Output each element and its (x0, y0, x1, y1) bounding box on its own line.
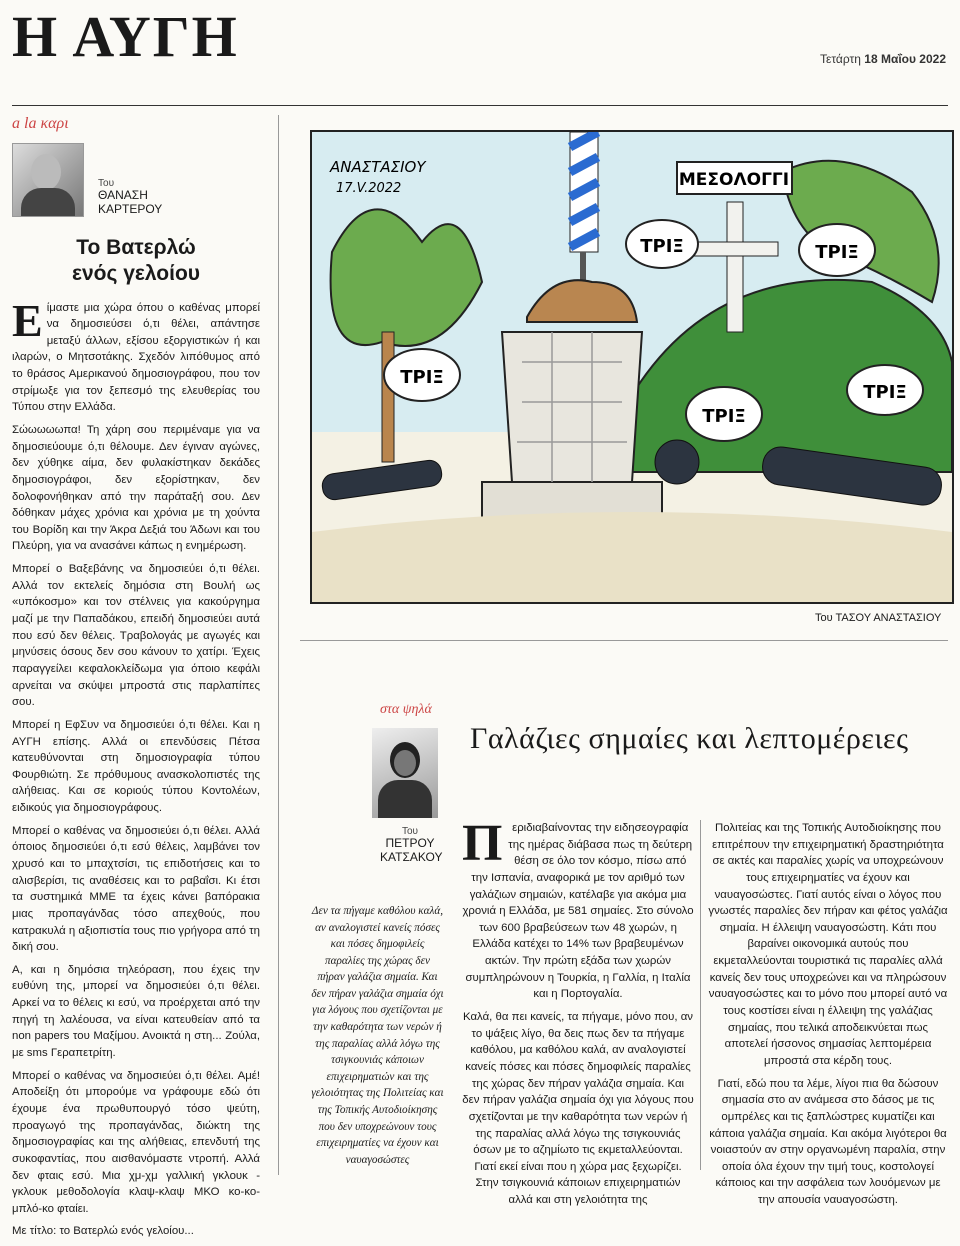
author-first-name: ΘΑΝΑΣΗ (98, 188, 148, 203)
date-day: 18 Μαΐου 2022 (864, 52, 946, 66)
article-body-2-col2 (708, 820, 948, 1215)
column-divider (278, 115, 279, 1175)
column-divider (700, 820, 701, 1170)
cartoon-signature: ΑΝΑΣΤΑΣΙΟΥ (330, 158, 426, 176)
monument-sign-text: ΜΕΣΟΛΟΓΓΙ (678, 170, 790, 190)
body-paragraph: Μπορεί η ΕφΣυν να δημοσιεύει ό,τι θέλει. Και η ΑΥΓΗ επίσης. Αλλά οι επενδύσεις Πέτσα κατευθύνονται στη δημοσιογραφία τύπου Φουρθιώτη. Σε πρόθυμους ανασκολοπιστές της αλήθειας. Και σε κοριούς τύπου Κοντολέων, ειδικούς για δημοσιογράφους. (12, 718, 260, 815)
body-paragraph: Γιατί, εδώ που τα λέμε, λίγοι πια θα δώσουν σημασία στο αν ανάμεσα στο δάσος με τις ομπρέλες και τις ξαπλώστρες κυματίζει και κάποια γαλάζια σημαία. Και ακόμα λιγότεροι θα νοιαστούν αν στην οργανωμένη παραλία, στην οποία όλα έχουν την τιμή τους, κοστολογεί κάποιος και την ασφάλεια των λουόμενων με την απουσία ναυαγοσώστη. (709, 1077, 947, 1207)
section-rule (300, 640, 948, 641)
body-paragraph: Περιδιαβαίνοντας την ειδησεογραφία της ημέρας διάβασα πως τη δεύτερη θέση σε όλο τον κόσμο, πίσω από την Ισπανία, αναφορικά με τον αριθμό των γαλάζιων σημαιών, κατέλαβε για ακόμα μια χρονιά η Ελλάδα, με 581 σημαίες. Στο σύνολο των 600 βραβεύσεων των 48 χωρών, η Ελλάδα κατέχει το 14% των βραβευμένων ακτών. Την πρώτη εξάδα των χωρών συμπληρώνουν η Τουρκία, η Γαλλία, η Ιταλία και η Πορτογαλία. (462, 815, 694, 1001)
body-paragraph: Είμαστε μια χώρα όπου ο καθένας μπορεί να δημοσιεύσει ό,τι θέλει, απάντησε μεταξύ άλλων, εξίσου εξοργιστικών ή και ιλαρών, ο Μητσοτάκης. Σχεδόν λιπόθυμος από το θράσος Αμερικανού δημοσιογράφου, που τον στρίμωξε για τον ξεπεσμό της ελευθερίας του Τύπου στην Ελλάδα. (12, 294, 260, 414)
body-paragraph: Μπορεί ο καθένας να δημοσιεύει ό,τι θέλει. Αλλά όποιος δημοσιεύει ό,τι εσύ θέλεις, λαμβάνει τον χρυσό και το μπαχτσίσι, τις επιδοτήσεις και το αλισβερίσι, τις αναθέσεις και το ραβαΐσι. Κι έτσι τα συστημικά ΜΜΕ τα έχεις κάνει βαπόρακια μιας προπαγάνδας τόσο απεχθούς, που κατρακυλά η αξιοπιστία τους πιο γρήγορα από τη δική σου. (12, 824, 260, 954)
author-last-name: ΚΑΡΤΕΡΟΥ (98, 202, 163, 217)
drop-cap-2: Π (462, 815, 503, 872)
issue-date (820, 52, 946, 66)
byline-prefix: Του (401, 826, 419, 837)
speech-bubble (799, 224, 875, 276)
body-paragraph: Μπορεί ο καθένας να δημοσιεύει ό,τι θέλει. Αμέ! Αποδείξη ότι μπορούμε να γράφουμε εδώ ότι έχουμε ένα πρωθυπουργό τόσο ψεύτη, προαγωγό της προπαγάνδας, διώκτη της δημοσιογραφίας και της αλήθειας, επενδυτή της συκοφαντίας, που αισθανόμαστε ντροπή. Αλλά δεν φταις εσύ. Μια χμ-χμ γαλλική γκλουκ - γκλουκ μεθοδολογία κλαψ-κλαψ ΜΚΟ κο-κο-μπλό-κο φταίει. (12, 1069, 260, 1215)
author-photo-2 (372, 728, 438, 818)
author-photo (12, 143, 84, 217)
body-paragraph: Σώωωωωπα! Τη χάρη σου περιμέναμε για να δημοσιεύουμε ό,τι θέλουμε. Δεν έγιναν αγώνες, δεν χύθηκε αίμα, δεν φυλακίστηκαν δεκάδες δημοσιογράφοι, δεν εξορίστηκαν, δεν δολοφονήθηκαν από την παράταξή σου. Δεν δόθηκαν μάχες χρόνια και χρόνια με τη χούντα του Βορίδη και την Άκρα Δεξιά του Άδωνι και του Πλεύρη, για να ανασάνει κάπως η ενημέρωση. (12, 423, 260, 553)
bubble-text: ΤΡΙΞ (400, 367, 444, 388)
column-kicker: a la καρι (12, 115, 69, 132)
article-body-2-col1 (462, 815, 694, 1215)
cartoon-drawing (312, 132, 952, 602)
credit-prefix: Του (815, 612, 833, 624)
body-paragraph: Καλά, θα πει κανείς, τα πήγαμε, μόνο που, αν το ψάξεις λίγο, θα δεις πως δεν τα πήγαμε καθόλου, μα καθόλου καλά, αν αναλογιστεί κανείς πόσες και πόσες δημοφιλείς παραλίες της χώρας δεν πήραν γαλάζια σημαία. Και δεν πήραν γαλάζια σημαία όχι για λόγους που σχετίζονται με την καθαρότητα των νερών ή της παραλίας αλλά λόγω της τσιγκουνιάς όσων με το αζημίωτο τις εκμεταλλεύονται. Γιατί εκεί είναι που η χώρα μας ξεχωρίζει. Στην τσιγκουνιά κάποιων επιχειρηματιών αλλά και στη γελοιότητα της (462, 1011, 694, 1207)
masthead-rule (12, 105, 948, 106)
article-headline (12, 235, 260, 288)
article-headline-2: Γαλάζιες σημαίες και λεπτομέρειες (470, 722, 909, 755)
credit-name: ΤΑΣΟΥ ΑΝΑΣΤΑΣΙΟΥ (835, 612, 942, 624)
byline-prefix: Του (98, 178, 115, 190)
bubble-text: ΤΡΙΞ (702, 406, 746, 427)
author-first-name: ΠΕΤΡΟΥ (385, 836, 435, 850)
masthead: Η ΑΥΓΗ (12, 4, 239, 69)
drop-cap: Ε (12, 294, 43, 346)
bubble-text: ΤΡΙΞ (640, 236, 684, 257)
bubble-text: ΤΡΙΞ (863, 382, 907, 403)
pull-quote: Δεν τα πήγαμε καθόλου καλά, αν αναλογιστεί κανείς πόσες και πόσες δημοφιλείς παραλίες της χώρας δεν πήραν γαλάζια σημαία. Και δεν πήραν γαλάζια σημαία όχι για λόγους που σχετίζονται με την καθαρότητα των νερών ή της παραλίας αλλά λόγω της τσιγκουνιάς κάποιων επιχειρηματιών και της γελοιότητας της Πολιτείας και της Τοπικής Αυτοδιοίκησης που δεν υποχρεώνουν τους επιχειρηματίες να έχουν και ναυαγοσώστες (311, 905, 444, 1166)
speech-bubble (847, 365, 923, 415)
article-body (12, 294, 260, 1241)
column-kicker-2: στα ψηλά (380, 702, 432, 717)
speech-bubble (686, 387, 762, 441)
date-weekday: Τετάρτη (819, 52, 861, 66)
headline-line-1: Το Βατερλώ (76, 236, 196, 259)
headline-line-2: ενός γελοίου (71, 262, 200, 286)
bubble-text: ΤΡΙΞ (815, 242, 859, 263)
cartoon-signature-date: 17.V.2022 (336, 181, 402, 196)
byline-2 (380, 826, 443, 865)
body-paragraph: Α, και η δημόσια τηλεόραση, που έχεις την ευθύνη της, μπορεί να δημοσιεύει ό,τι θέλει. Αρκεί να το θέλεις κι εσύ, να προέρχεται από την πηγή τη λαλέουσα, να είναι κατευθείαν από τα non papers του Μαξίμου. Ανοικτά η στη... Ζούλα, με sms Γεραπετρίτη. (12, 963, 260, 1060)
body-paragraph: Με τίτλο: το Βατερλώ ενός γελοίου... (12, 1225, 194, 1238)
left-article (12, 115, 260, 1246)
speech-bubble (626, 220, 698, 268)
author-last-name: ΚΑΤΣΑΚΟΥ (380, 849, 443, 864)
speech-bubble (384, 349, 460, 401)
editorial-cartoon (310, 130, 954, 604)
body-paragraph: Μπορεί ο Βαξεβάνης να δημοσιεύει ό,τι θέλει. Αλλά τον εκτελείς δημόσια στη Βουλή ως «υπόκοσμο» και τον στέλνεις για κακούργημα μαζί με την Παπαδάκου, επειδή δημοσιεύει αυτά που εσύ δεν θέλεις. Τραβολογάς με αγωγές και μηνύσεις όσους δεν σου κάνουν το χατίρι. Έχεις παραγγείλει κεφαλοκλείδωμα για όποιο κεφάλι αρνείται να σκύψει μπροστά στις παρλαπίπες σου. (12, 563, 260, 709)
body-paragraph: Πολιτείας και της Τοπικής Αυτοδιοίκησης που επιτρέπουν την επιχειρηματική δραστηριότητα σε ακτές και παραλίες χωρίς να υποχρεώνουν τους επιχειρηματίες να έχουν και ναυαγοσώστες. Γιατί αυτός είναι ο λόγος που γνωστές παραλίες δεν πήραν και φέτος γαλάζια σημαία. Η έλλειψη ναυαγοσώστη. Κάτι που βαραίνει οικονομικά αυτούς που εκμεταλλεύονται τουριστικά τις παραλίες αλλά κανείς δεν τους υποχρεώνει και να πληρώσουν ναυαγοσώστες και το μόνο που μπορεί αυτό να τους κοστίσει είναι η έλλειψη της γαλάζιας σημαίας, που τελικά αποδεικνύεται πως αποτελεί ήσσονος σημασίας λεπτομέρεια μπροστά στα κέρδη τους. (708, 822, 948, 1067)
cartoon-credit (815, 612, 941, 624)
